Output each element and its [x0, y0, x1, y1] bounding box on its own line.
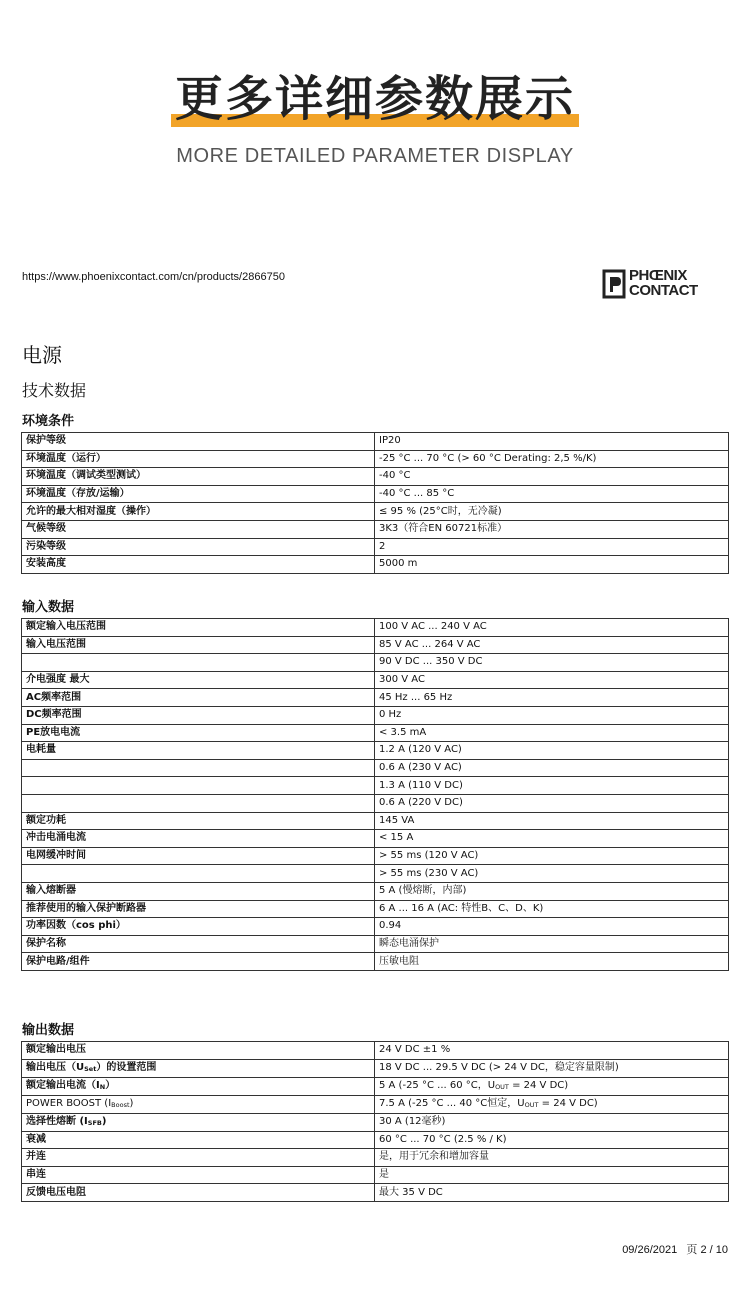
param-label-cell — [22, 742, 375, 760]
param-label: 保护名称 — [26, 937, 66, 949]
param-label-cell — [22, 918, 375, 936]
table-row — [22, 485, 729, 503]
param-value-cell — [375, 1131, 729, 1149]
param-label-cell — [22, 865, 375, 883]
param-label-text-part: ）的设置范围 — [96, 1061, 157, 1073]
param-label: AC频率范围 — [26, 691, 82, 703]
param-label-cell — [22, 433, 375, 451]
param-value-cell — [375, 1077, 729, 1095]
param-value-cell — [375, 636, 729, 654]
param-value-cell — [375, 706, 729, 724]
param-label-cell — [22, 830, 375, 848]
page-footer — [622, 1241, 728, 1257]
param-value-cell — [375, 503, 729, 521]
table-row — [22, 636, 729, 654]
param-label-subscript: Set — [84, 1064, 97, 1073]
logo-line2: CONTACT — [629, 282, 698, 299]
hero-title-wrap — [175, 60, 575, 129]
param-value-cell — [375, 619, 729, 637]
param-value-cell — [375, 1095, 729, 1113]
phoenix-logo-mark-icon — [602, 269, 626, 299]
table-row — [22, 503, 729, 521]
param-label-text-part: 额定输出电流（I — [26, 1079, 100, 1091]
hero-banner — [0, 60, 750, 168]
param-value: 0.94 — [379, 920, 402, 932]
param-value-cell — [375, 468, 729, 486]
param-label-cell — [22, 538, 375, 556]
param-value-subscript: OUT — [524, 1100, 539, 1109]
table-row — [22, 468, 729, 486]
param-label-cell — [22, 1042, 375, 1060]
table-row — [22, 812, 729, 830]
param-label-cell — [22, 1166, 375, 1184]
param-value: 100 V AC ... 240 V AC — [379, 621, 487, 633]
param-value-subscript: OUT — [495, 1082, 509, 1091]
param-value: 压敏电阻 — [379, 955, 419, 967]
param-value: 3K3（符合EN 60721标准） — [379, 523, 508, 535]
param-label-cell — [22, 1077, 375, 1095]
param-label-text-part: ) — [101, 1115, 107, 1127]
table-row — [22, 1042, 729, 1060]
param-value: 5 A (慢熔断，内部) — [379, 885, 467, 897]
param-value-cell — [375, 520, 729, 538]
table-row — [22, 538, 729, 556]
output-section-title: 输出数据 — [22, 1023, 75, 1038]
param-label-subscript: SFB — [87, 1118, 102, 1127]
table-row — [22, 918, 729, 936]
param-value-cell — [375, 450, 729, 468]
param-value: 5000 m — [379, 558, 418, 570]
output-spec-table — [21, 1041, 729, 1202]
param-value: < 15 A — [379, 832, 414, 844]
param-value-cell — [375, 1184, 729, 1202]
param-value: 1.2 A (120 V AC) — [379, 744, 462, 756]
param-label: 衰减 — [26, 1133, 46, 1145]
param-value-cell — [375, 485, 729, 503]
param-label-cell — [22, 485, 375, 503]
param-label-subscript: Boost — [111, 1100, 130, 1109]
param-label: 安装高度 — [26, 558, 66, 570]
param-label: 功率因数（cos phi） — [26, 920, 126, 932]
param-value: 300 V AC — [379, 674, 425, 686]
param-value: 45 Hz ... 65 Hz — [379, 691, 453, 703]
param-value: 0.6 A (230 V AC) — [379, 762, 462, 774]
param-label: 串连 — [26, 1169, 46, 1181]
param-value-text-part: = 24 V DC) — [508, 1079, 569, 1091]
table-row — [22, 619, 729, 637]
footer-page-number: 页 2 / 10 — [686, 1244, 728, 1256]
param-value: 24 V DC ±1 % — [379, 1044, 451, 1056]
param-value-cell — [375, 1113, 729, 1131]
param-label-cell — [22, 636, 375, 654]
param-value-cell — [375, 830, 729, 848]
param-label: DC频率范围 — [26, 709, 82, 721]
param-value-text-part: = 24 V DC) — [538, 1097, 598, 1109]
param-label-cell — [22, 1149, 375, 1167]
param-label-cell — [22, 450, 375, 468]
param-label: 推荐使用的输入保护断路器 — [26, 902, 146, 914]
param-value: 瞬态电涌保护 — [379, 937, 439, 949]
param-value: 18 V DC ... 29.5 V DC (> 24 V DC，稳定容量限制) — [379, 1062, 619, 1074]
table-row — [22, 433, 729, 451]
param-value: 145 VA — [379, 814, 415, 826]
param-value: 最大 35 V DC — [379, 1186, 443, 1198]
param-value: < 3.5 mA — [379, 726, 427, 738]
param-label-cell — [22, 556, 375, 574]
param-value-cell — [375, 918, 729, 936]
param-label: 气候等级 — [26, 523, 66, 535]
table-row — [22, 847, 729, 865]
param-value-cell — [375, 538, 729, 556]
param-value-cell — [375, 935, 729, 953]
param-label-cell — [22, 794, 375, 812]
table-row — [22, 671, 729, 689]
footer-date: 09/26/2021 — [622, 1244, 678, 1256]
param-label: 环境温度（调试类型测试） — [26, 470, 146, 482]
param-label-cell — [22, 1095, 375, 1113]
param-value: 0 Hz — [379, 709, 402, 721]
param-value-cell — [375, 742, 729, 760]
param-value: 85 V AC ... 264 V AC — [379, 638, 481, 650]
product-heading: 电源 — [22, 343, 62, 367]
param-label: 输入电压范围 — [26, 638, 86, 650]
param-label-cell — [22, 706, 375, 724]
param-label-text-part: POWER BOOST (I — [26, 1097, 112, 1109]
param-value: 90 V DC ... 350 V DC — [379, 656, 483, 668]
param-value-cell — [375, 847, 729, 865]
env-spec-table — [21, 432, 729, 574]
param-label-cell — [22, 882, 375, 900]
hero-subtitle: MORE DETAILED PARAMETER DISPLAY — [176, 145, 574, 167]
param-value-cell — [375, 1042, 729, 1060]
param-label-text-part: ） — [105, 1079, 116, 1091]
param-value-cell — [375, 812, 729, 830]
param-value-text-part: 7.5 A (-25 °C ... 40 °C恒定，U — [379, 1097, 525, 1109]
param-value-cell — [375, 777, 729, 795]
param-label: 保护电路/组件 — [26, 955, 90, 967]
param-value: 1.3 A (110 V DC) — [379, 779, 463, 791]
table-row — [22, 450, 729, 468]
param-label: 额定功耗 — [26, 814, 66, 826]
table-row — [22, 689, 729, 707]
param-label: 环境温度（运行） — [26, 452, 106, 464]
param-value: 2 — [379, 540, 386, 552]
param-label-cell — [22, 503, 375, 521]
param-label: 保护等级 — [26, 435, 66, 447]
param-value: -25 °C ... 70 °C (> 60 °C Derating: 2,5 %/K) — [379, 452, 597, 464]
param-label: 允许的最大相对湿度（操作） — [26, 505, 156, 517]
table-row — [22, 830, 729, 848]
param-label: 污染等级 — [26, 540, 66, 552]
table-row — [22, 1113, 729, 1131]
table-row — [22, 520, 729, 538]
param-value: 6 A ... 16 A (AC: 特性B、C、D、K) — [379, 902, 544, 914]
param-label-cell — [22, 812, 375, 830]
param-value-cell — [375, 433, 729, 451]
table-row — [22, 742, 729, 760]
logo-line1: PHŒNIX — [629, 267, 687, 284]
table-row — [22, 1077, 729, 1095]
table-row — [22, 794, 729, 812]
param-label: 冲击电涌电流 — [26, 832, 86, 844]
param-value-cell — [375, 759, 729, 777]
param-value: ≤ 95 % (25°C时，无冷凝) — [379, 505, 502, 517]
param-label: 环境温度（存放/运输） — [26, 488, 130, 500]
param-value: 30 A (12毫秒) — [379, 1116, 446, 1128]
table-row — [22, 1149, 729, 1167]
param-value-cell — [375, 900, 729, 918]
param-value-cell — [375, 556, 729, 574]
param-value-cell — [375, 882, 729, 900]
param-label-text-part: 输出电压（U — [26, 1061, 85, 1073]
input-section-title: 输入数据 — [22, 600, 75, 615]
param-value: -40 °C ... 85 °C — [379, 488, 455, 500]
param-label-cell — [22, 1059, 375, 1077]
param-value: -40 °C — [379, 470, 411, 482]
param-value-cell — [375, 689, 729, 707]
table-row — [22, 1095, 729, 1113]
param-label-cell — [22, 935, 375, 953]
param-label-cell — [22, 1131, 375, 1149]
param-value-cell — [375, 724, 729, 742]
param-label: 反馈电压电阻 — [26, 1186, 86, 1198]
param-label: 并连 — [26, 1151, 46, 1163]
param-value-text-part: 5 A (-25 °C ... 60 °C，U — [379, 1079, 496, 1091]
param-label-cell — [22, 1113, 375, 1131]
param-value-cell — [375, 865, 729, 883]
param-value-cell — [375, 1166, 729, 1184]
param-value-cell — [375, 794, 729, 812]
param-value-cell — [375, 953, 729, 971]
param-label-cell — [22, 777, 375, 795]
param-value: 是 — [379, 1169, 389, 1181]
param-value: > 55 ms (230 V AC) — [379, 867, 479, 879]
param-label-cell — [22, 1184, 375, 1202]
param-label-subscript: N — [99, 1082, 106, 1091]
param-label-cell — [22, 619, 375, 637]
param-label-cell — [22, 900, 375, 918]
param-label-cell — [22, 468, 375, 486]
param-label: 输入熔断器 — [26, 885, 76, 897]
param-label-cell — [22, 520, 375, 538]
param-value: > 55 ms (120 V AC) — [379, 850, 479, 862]
table-row — [22, 759, 729, 777]
table-row — [22, 1059, 729, 1077]
phoenix-contact-logo — [602, 268, 726, 302]
hero-title: 更多详细参数展示 — [174, 71, 575, 127]
table-row — [22, 724, 729, 742]
input-spec-table — [21, 618, 729, 971]
param-label-text-part: 选择性熔断 (I — [26, 1115, 88, 1127]
table-row — [22, 556, 729, 574]
table-row — [22, 654, 729, 672]
param-label: 额定输入电压范围 — [26, 621, 106, 633]
param-value: IP20 — [379, 435, 401, 447]
param-value-cell — [375, 1059, 729, 1077]
table-row — [22, 706, 729, 724]
param-label-text-part: ) — [129, 1097, 134, 1109]
param-value: 60 °C ... 70 °C (2.5 % / K) — [379, 1133, 507, 1145]
param-label: PE放电电流 — [26, 726, 81, 738]
param-label-cell — [22, 847, 375, 865]
table-row — [22, 777, 729, 795]
param-label: 介电强度 最大 — [26, 674, 90, 686]
param-value-cell — [375, 1149, 729, 1167]
table-row — [22, 1166, 729, 1184]
param-value-cell — [375, 654, 729, 672]
param-label-cell — [22, 689, 375, 707]
logo-text — [629, 268, 698, 298]
table-row — [22, 882, 729, 900]
param-label: 电耗量 — [26, 744, 56, 756]
table-row — [22, 865, 729, 883]
table-row — [22, 1131, 729, 1149]
table-row — [22, 935, 729, 953]
table-row — [22, 1184, 729, 1202]
param-value-cell — [375, 671, 729, 689]
param-label: 电网缓冲时间 — [26, 850, 86, 862]
env-section-title: 环境条件 — [22, 414, 75, 429]
tech-data-heading: 技术数据 — [22, 381, 87, 400]
param-label: 额定输出电压 — [26, 1044, 86, 1056]
table-row — [22, 953, 729, 971]
param-label-cell — [22, 724, 375, 742]
param-label-cell — [22, 953, 375, 971]
param-label-cell — [22, 671, 375, 689]
param-label-cell — [22, 654, 375, 672]
param-label-cell — [22, 759, 375, 777]
param-value: 是，用于冗余和增加容量 — [379, 1151, 489, 1163]
table-row — [22, 900, 729, 918]
source-url[interactable]: https://www.phoenixcontact.com/cn/products/2866750 — [22, 271, 285, 283]
param-value: 0.6 A (220 V DC) — [379, 797, 463, 809]
